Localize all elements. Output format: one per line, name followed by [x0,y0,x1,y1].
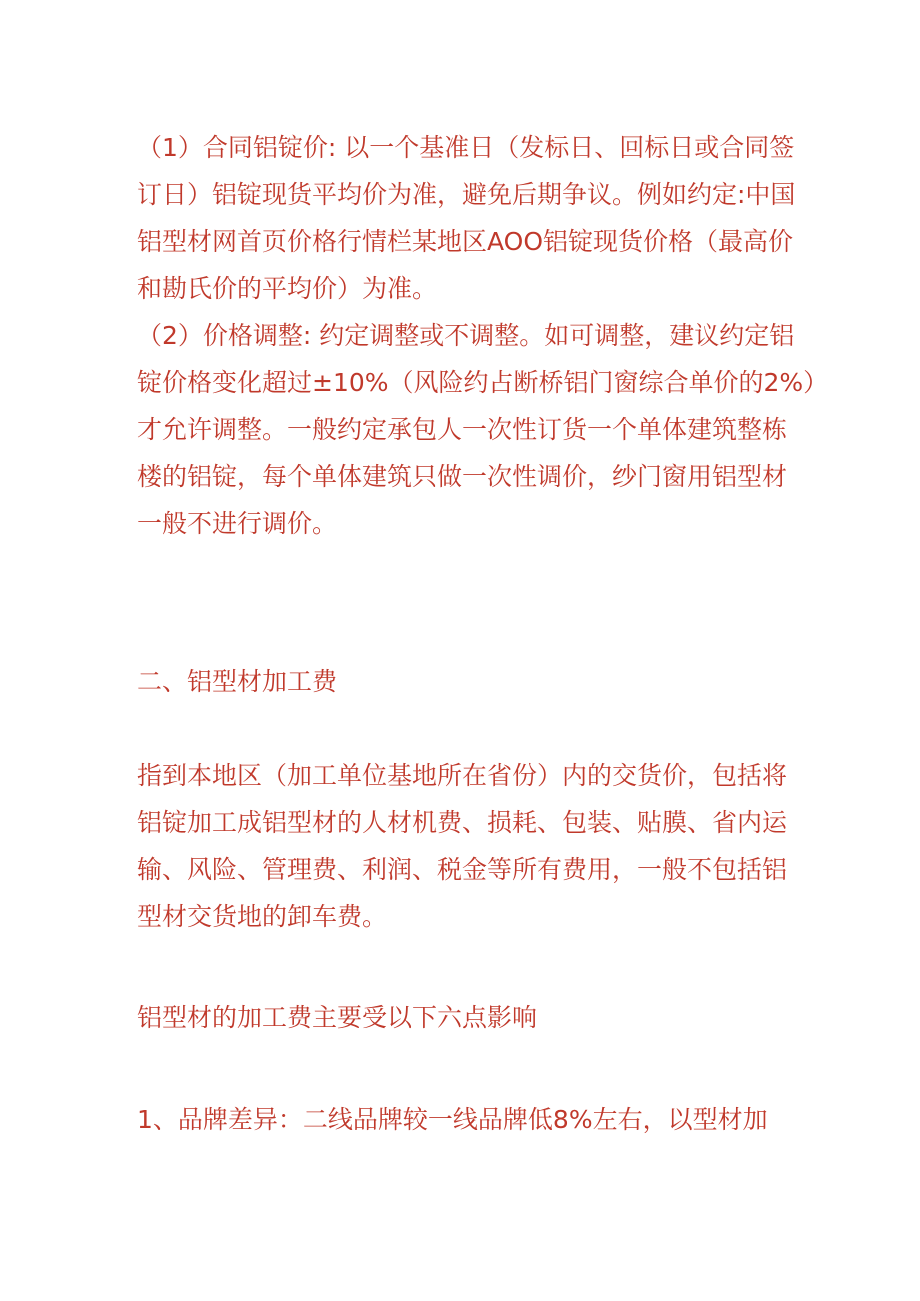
paragraph-line: （1）合同铝锭价: 以一个基准日（发标日、回标日或合同签 [137,133,795,162]
paragraph-line: 才允许调整。一般约定承包人一次性订货一个单体建筑整栋 [137,415,788,444]
paragraph-line: 和勘氏价的平均价）为准。 [137,274,438,303]
paragraph-line: 一般不进行调价。 [137,509,338,538]
paragraph-line: 铝型材网首页价格行情栏某地区AOO铝锭现货价格（最高价 [137,227,794,256]
factor-item [137,1096,797,1143]
factors-intro-text: 铝型材的加工费主要受以下六点影响 [137,1003,538,1032]
section-heading [137,658,797,705]
paragraph-line: 订日）铝锭现货平均价为准，避免后期争议。例如约定:中国 [137,180,796,209]
paragraph-line: 楼的铝锭，每个单体建筑只做一次性调价，纱门窗用铝型材 [137,462,788,491]
processing-fee-description [137,752,797,940]
section-heading-text: 二、铝型材加工费 [137,667,338,696]
paragraph-line: 指到本地区（加工单位基地所在省份）内的交货价，包括将 [137,761,788,790]
factors-intro [137,994,797,1041]
factor-item-text: 1、品牌差异：二线品牌较一线品牌低8%左右，以型材加 [137,1105,768,1134]
aluminum-ingot-price-section [137,124,829,547]
paragraph-line: 型材交货地的卸车费。 [137,902,388,931]
paragraph-line: 输、风险、管理费、利润、税金等所有费用，一般不包括铝 [137,855,788,884]
paragraph-line: 锭价格变化超过±10%（风险约占断桥铝门窗综合单价的2%） [137,368,829,397]
paragraph-line: 铝锭加工成铝型材的人材机费、损耗、包装、贴膜、省内运 [137,808,788,837]
paragraph-line: （2）价格调整: 约定调整或不调整。如可调整，建议约定铝 [137,321,795,350]
